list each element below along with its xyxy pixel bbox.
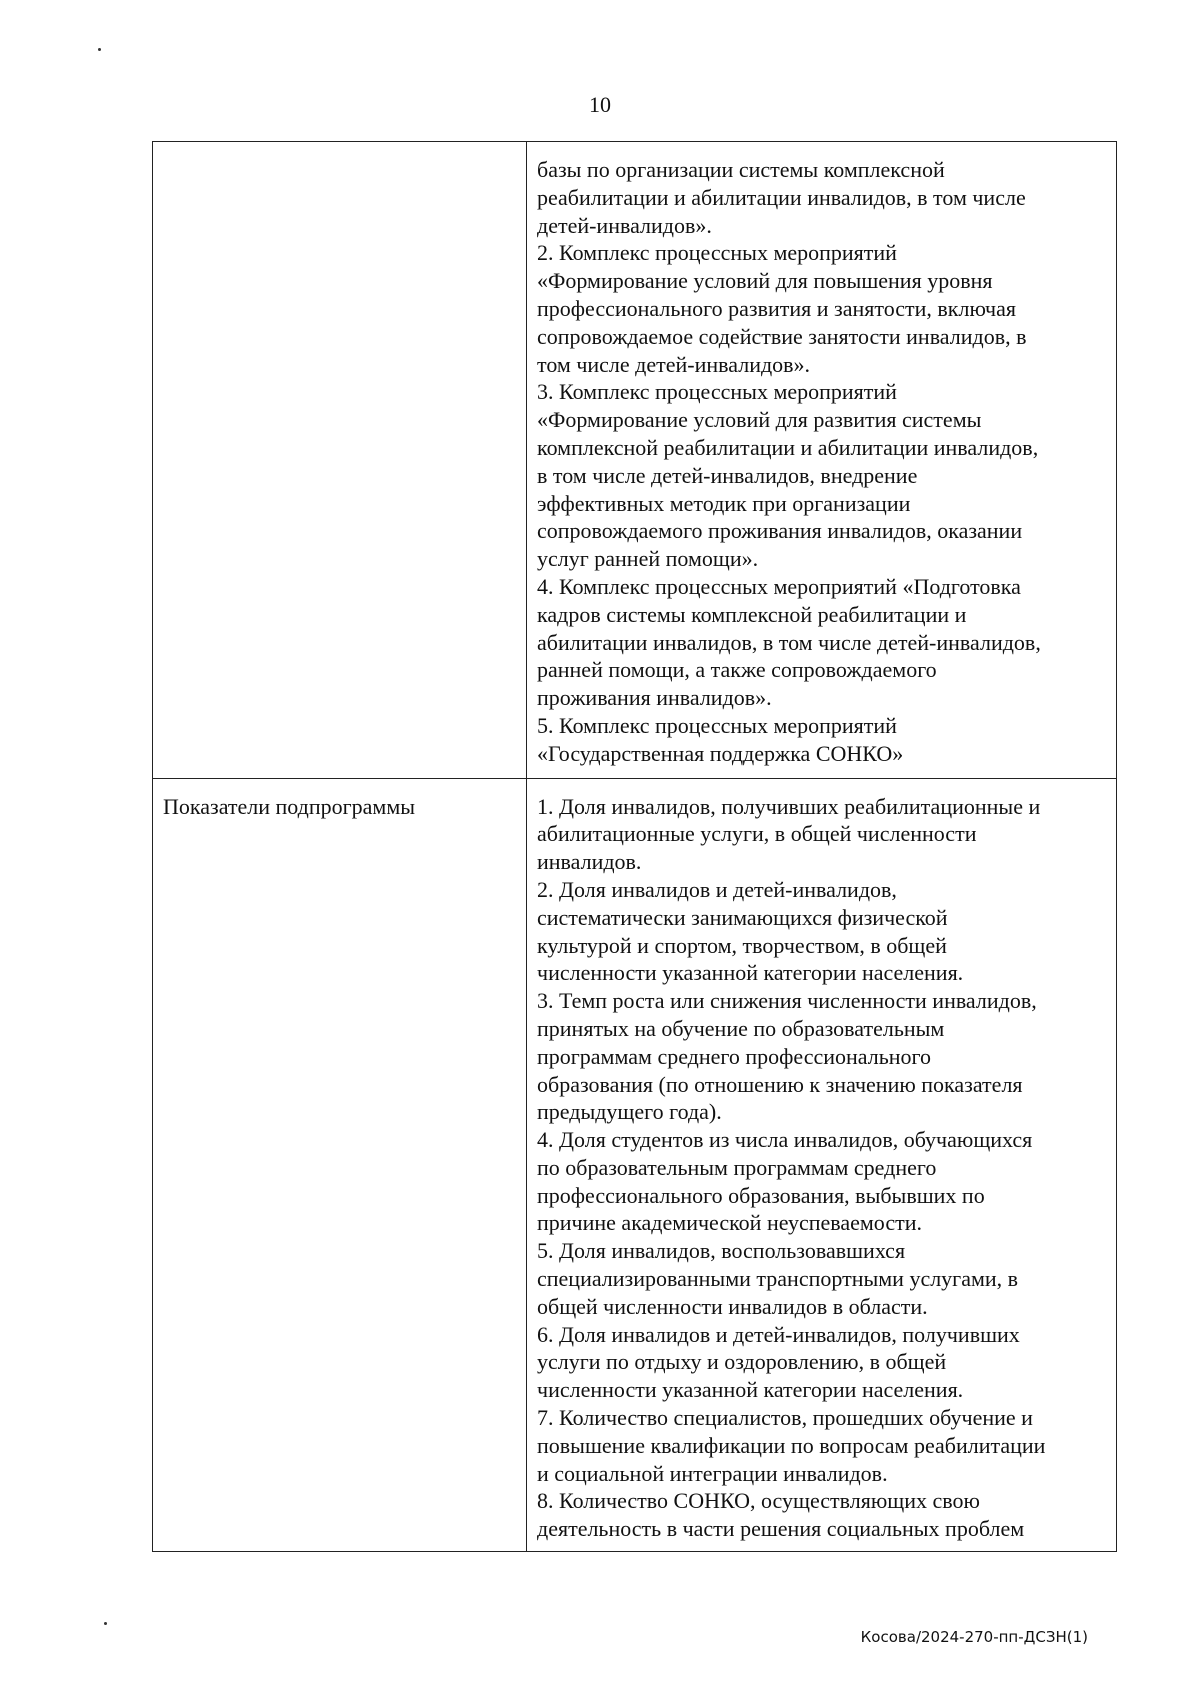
row-content	[527, 142, 1116, 778]
text-line: «Формирование условий для развития системы	[537, 407, 982, 433]
text-line: систематически занимающихся физической	[537, 904, 948, 930]
row-content-cell	[527, 142, 1117, 779]
text-line: абилитации инвалидов, в том числе детей-инвалидов,	[537, 629, 1041, 655]
text-line: ранней помощи, а также сопровождаемого	[537, 657, 937, 683]
text-line: базы по организации системы комплексной	[537, 157, 945, 182]
text-line: детей-инвалидов».	[537, 212, 712, 238]
text-line: «Государственная поддержка СОНКО»	[537, 740, 904, 766]
text-line: 5. Комплекс процессных мероприятий	[537, 712, 897, 738]
text-line: и социальной интеграции инвалидов.	[537, 1460, 888, 1486]
text-line: кадров системы комплексной реабилитации и	[537, 601, 967, 627]
text-line: программам среднего профессионального	[537, 1043, 932, 1069]
row-label-cell	[153, 778, 527, 1552]
text-line: услуг ранней помощи».	[537, 546, 759, 572]
text-line: профессионального развития и занятости, включая	[537, 295, 1017, 321]
row-label: Показатели подпрограммы	[163, 793, 416, 819]
text-line: 5. Доля инвалидов, воспользовавшихся	[537, 1238, 906, 1264]
row-label	[153, 142, 526, 164]
text-line: предыдущего года).	[537, 1099, 722, 1125]
text-line: сопровождаемое содействие занятости инвалидов, в	[537, 323, 1027, 349]
row-content-cell	[527, 778, 1117, 1552]
text-line: абилитационные услуги, в общей численности	[537, 821, 977, 847]
text-line: 3. Темп роста или снижения численности инвалидов,	[537, 988, 1037, 1014]
row-label-cell	[153, 142, 527, 779]
text-line: повышение квалификации по вопросам реабилитации	[537, 1432, 1046, 1458]
text-line: эффективных методик при организации	[537, 490, 911, 516]
text-line: инвалидов.	[537, 849, 642, 875]
text-line: реабилитации и абилитации инвалидов, в том числе	[537, 184, 1026, 210]
text-line: 3. Комплекс процессных мероприятий	[537, 379, 897, 405]
text-line: причине академической неуспеваемости.	[537, 1210, 922, 1236]
scan-speck	[104, 1622, 107, 1625]
text-line: 2. Комплекс процессных мероприятий	[537, 240, 897, 266]
text-line: численности указанной категории населения.	[537, 960, 964, 986]
document-code: Косова/2024-270-пп-ДСЗН(1)	[860, 1628, 1088, 1646]
text-line: услуги по отдыху и оздоровлению, в общей	[537, 1349, 947, 1375]
text-line: профессионального образования, выбывших по	[537, 1182, 985, 1208]
page-number: 10	[589, 92, 611, 117]
subprogram-passport-table	[152, 141, 1117, 1552]
text-line: 8. Количество СОНКО, осуществляющих свою	[537, 1488, 980, 1514]
text-line: образования (по отношению к значению показателя	[537, 1071, 1023, 1097]
table-row	[153, 142, 1117, 779]
text-line: в том числе детей-инвалидов, внедрение	[537, 462, 918, 488]
text-line: «Формирование условий для повышения уровня	[537, 268, 993, 294]
text-line: 6. Доля инвалидов и детей-инвалидов, получивших	[537, 1321, 1020, 1347]
text-line: специализированными транспортными услугами, в	[537, 1266, 1019, 1292]
text-line: 1. Доля инвалидов, получивших реабилитационные и	[537, 793, 1041, 819]
text-line: численности указанной категории населения.	[537, 1377, 964, 1403]
text-line: принятых на обучение по образовательным	[537, 1015, 945, 1041]
text-line: 4. Доля студентов из числа инвалидов, обучающихся	[537, 1127, 1033, 1153]
text-line: 4. Комплекс процессных мероприятий «Подготовка	[537, 573, 1021, 599]
text-line: культурой и спортом, творчеством, в общей	[537, 932, 947, 958]
text-line: проживания инвалидов».	[537, 685, 772, 711]
text-line: сопровождаемого проживания инвалидов, оказании	[537, 518, 1023, 544]
table-row	[153, 778, 1117, 1552]
scan-speck	[98, 48, 101, 51]
text-line: 7. Количество специалистов, прошедших обучение и	[537, 1405, 1033, 1431]
text-line: том числе детей-инвалидов».	[537, 351, 811, 377]
text-line: деятельность в части решения социальных проблем	[537, 1516, 1025, 1542]
text-line: по образовательным программам среднего	[537, 1154, 937, 1180]
text-line: общей численности инвалидов в области.	[537, 1293, 928, 1319]
text-line: 2. Доля инвалидов и детей-инвалидов,	[537, 876, 897, 902]
text-line: комплексной реабилитации и абилитации инвалидов,	[537, 434, 1039, 460]
row-content	[527, 779, 1116, 1552]
